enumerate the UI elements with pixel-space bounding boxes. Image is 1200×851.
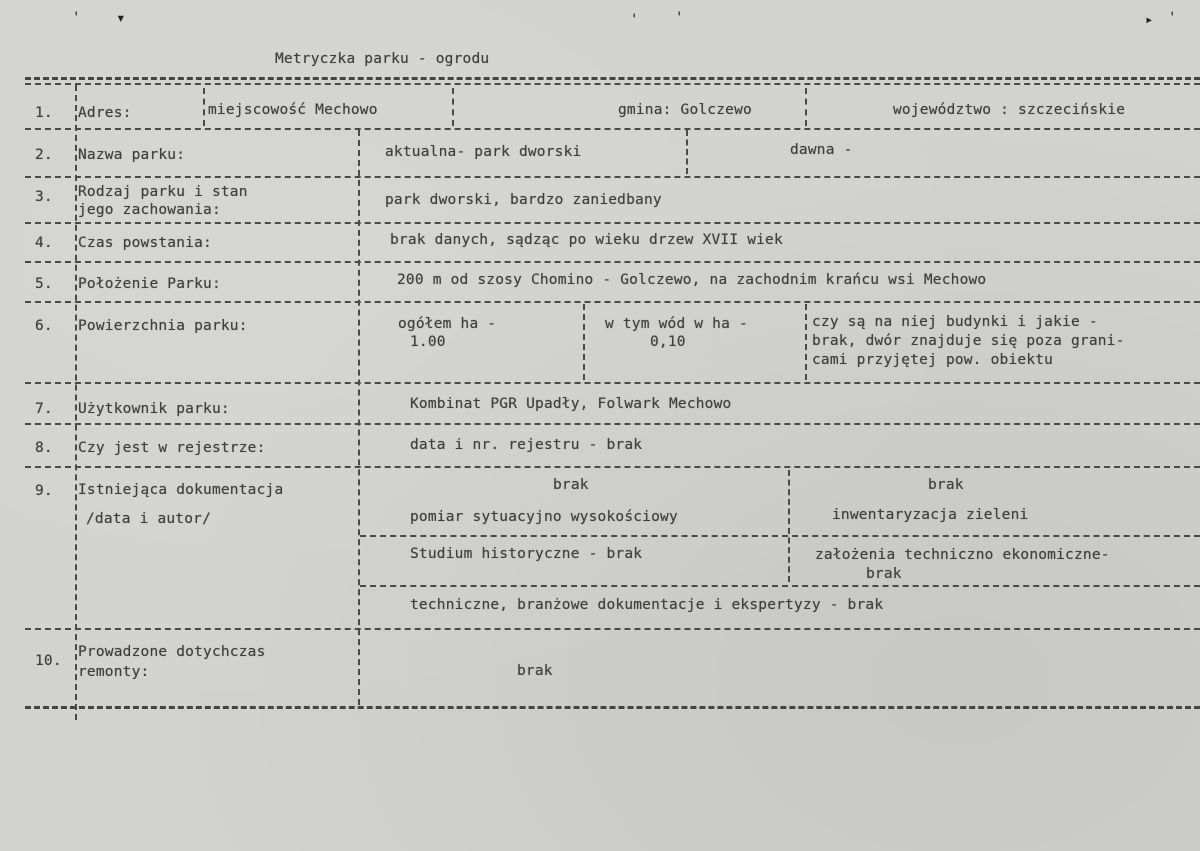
assumptions-value: założenia techniczno ekonomiczne-	[815, 547, 1110, 563]
cell-divider	[360, 535, 1200, 537]
park-type-value: park dworski, bardzo zaniedbany	[385, 192, 662, 208]
row-label: Adres:	[78, 105, 132, 121]
row-label: Prowadzone dotychczas	[78, 644, 266, 660]
greenery-status: brak	[928, 477, 964, 493]
technical-docs-value: techniczne, branżowe dokumentacje i ekspertyzy - brak	[410, 597, 884, 613]
cell-rule	[686, 130, 688, 174]
history-value: Studium historyczne - brak	[410, 546, 643, 562]
row-label: Powierzchnia parku:	[78, 318, 248, 334]
cell-rule	[805, 304, 807, 380]
row-divider	[25, 423, 1200, 425]
cell-divider	[360, 585, 1200, 587]
cell-rule	[583, 304, 585, 380]
table-top-rule	[25, 77, 1200, 80]
commune-value: gmina: Golczewo	[618, 102, 752, 118]
row-number: 6.	[35, 318, 53, 334]
greenery-value: inwentaryzacja zieleni	[832, 507, 1029, 523]
table-top-rule	[25, 83, 1200, 85]
water-area-label: w tym wód w ha -	[605, 316, 748, 332]
row-number: 2.	[35, 147, 53, 163]
row-number: 8.	[35, 440, 53, 456]
row-divider	[25, 301, 1200, 303]
row-divider	[25, 222, 1200, 224]
table-bottom-rule	[25, 706, 1200, 709]
row-label: Rodzaj parku i stan	[78, 184, 248, 200]
document-title: Metryczka parku - ogrodu	[275, 51, 490, 67]
paper-speck: '	[72, 10, 81, 26]
paper-speck: '	[675, 10, 684, 26]
cell-rule	[452, 88, 454, 126]
paper-speck: '	[1168, 10, 1177, 26]
paper-speck: ▾	[116, 8, 126, 27]
row-number: 3.	[35, 189, 53, 205]
cell-rule	[788, 470, 790, 582]
former-name-value: dawna -	[790, 142, 853, 158]
origin-value: brak danych, sądząc po wieku drzew XVII wiek	[390, 232, 783, 248]
row-divider	[25, 628, 1200, 630]
cell-rule	[203, 88, 205, 126]
row-number: 5.	[35, 276, 53, 292]
repairs-value: brak	[517, 663, 553, 679]
row-label: Użytkownik parku:	[78, 401, 230, 417]
row-divider	[25, 466, 1200, 468]
row-label: remonty:	[78, 664, 150, 680]
row-label: Istniejąca dokumentacja	[78, 482, 284, 498]
survey-status: brak	[553, 477, 589, 493]
paper-speck: '	[630, 12, 639, 28]
row-divider	[25, 382, 1200, 384]
survey-value: pomiar sytuacyjno wysokościowy	[410, 509, 678, 525]
register-value: data i nr. rejestru - brak	[410, 437, 643, 453]
row-number: 10.	[35, 653, 62, 669]
row-label: jego zachowania:	[78, 202, 221, 218]
row-label: Położenie Parku:	[78, 276, 221, 292]
water-area-value: 0,10	[650, 334, 686, 350]
total-area-label: ogółem ha -	[398, 316, 497, 332]
assumptions-status: brak	[866, 566, 902, 582]
cell-rule	[805, 88, 807, 126]
total-area-value: 1.00	[410, 334, 446, 350]
location-value: 200 m od szosy Chomino - Golczewo, na zachodnim krańcu wsi Mechowo	[397, 272, 987, 288]
row-divider	[25, 261, 1200, 263]
row-divider	[25, 128, 1200, 130]
row-label: /data i autor/	[86, 511, 212, 527]
row-number: 1.	[35, 105, 53, 121]
row-label: Czas powstania:	[78, 235, 212, 251]
buildings-value: czy są na niej budynki i jakie -	[812, 314, 1098, 330]
row-label: Nazwa parku:	[78, 147, 186, 163]
label-column-rule	[358, 130, 360, 705]
voivodeship-value: województwo : szczecińskie	[893, 102, 1126, 118]
current-name-value: aktualna- park dworski	[385, 144, 582, 160]
row-divider	[25, 176, 1200, 178]
user-value: Kombinat PGR Upadły, Folwark Mechowo	[410, 396, 732, 412]
row-label: Czy jest w rejestrze:	[78, 440, 266, 456]
locality-value: miejscowość Mechowo	[208, 102, 378, 118]
row-number: 7.	[35, 401, 53, 417]
row-number: 9.	[35, 483, 53, 499]
buildings-value: cami przyjętej pow. obiektu	[812, 352, 1054, 368]
row-number: 4.	[35, 235, 53, 251]
paper-speck: ▸	[1145, 12, 1154, 28]
number-column-rule	[75, 85, 77, 720]
buildings-value: brak, dwór znajduje się poza grani-	[812, 333, 1125, 349]
